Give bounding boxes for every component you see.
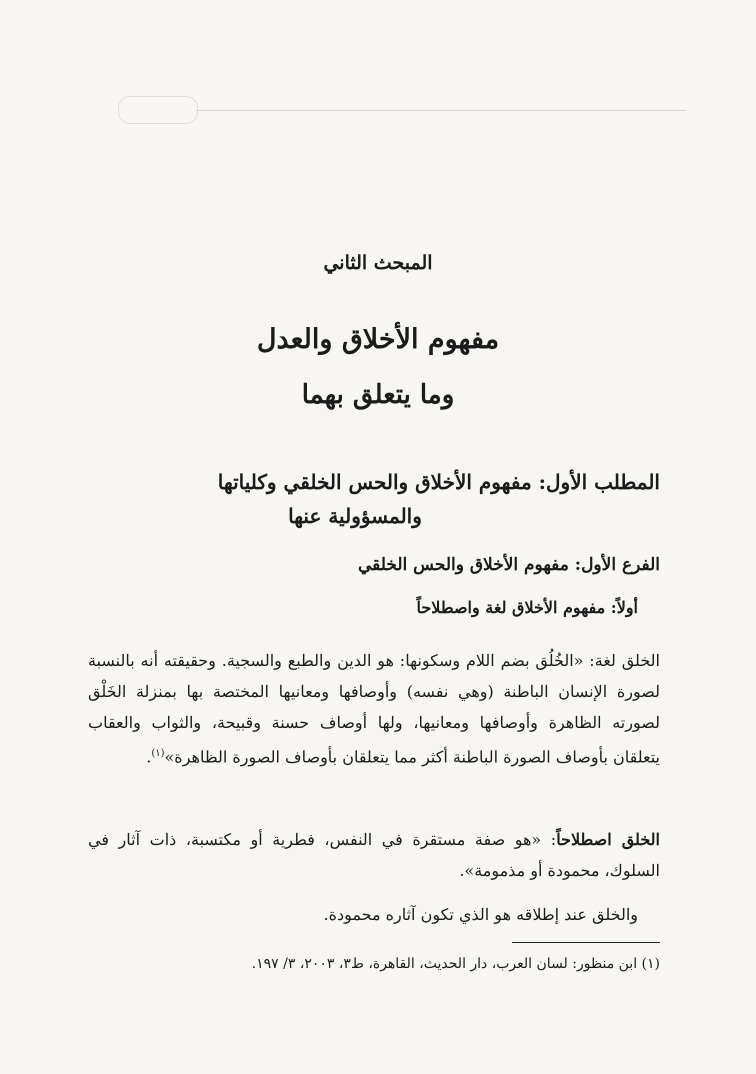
subsection-heading-line-2: والمسؤولية عنها (288, 504, 422, 528)
footnote: (١) ابن منظور: لسان العرب، دار الحديث، القاهرة، ط٣، ٢٠٠٣، ٣/ ١٩٧. (251, 956, 660, 972)
paragraph-2-text: : «هو صفة مستقرة في النفس، فطرية أو مكتسبة، ذات آثار في السلوك، محمودة أو مذمومة». (88, 830, 660, 880)
branch-heading: الفرع الأول: مفهوم الأخلاق والحس الخلقي (357, 555, 660, 575)
bleed-through-page-number-box (118, 96, 198, 124)
subsection-heading-line-1: المطلب الأول: مفهوم الأخلاق والحس الخلقي وكلياتها (217, 470, 660, 494)
main-title-line-1: مفهوم الأخلاق والعدل (256, 324, 500, 355)
paragraph-2-lead: الخلق اصطلاحاً (556, 830, 660, 849)
paragraph-linguistic-definition: الخلق لغة: «الخُلُق بضم اللام وسكونها: هو الدين والطبع والسجية. وحقيقته أنه بالنسبة لصورة الإنسان الباطنة (وهي نفسه) وأوصافها ومعانيها المختصة بها بمنزلة الخَلْق لصورته الظاهرة وأوصافها ومعانيها، ولها أوصاف حسنة وقبيحة، والثواب والعقاب يتعلقان بأوصاف الصورة الباطنة أكثر مما يتعلقان بأوصاف الصورة الظاهرة»$^{(١)}$. (88, 651, 660, 767)
paragraph-technical-definition (88, 824, 660, 886)
bleed-through-header-rule (196, 110, 686, 111)
footnote-reference: (١) (151, 748, 165, 759)
section-label: المبحث الثاني (323, 252, 433, 274)
main-title-line-2: وما يتعلق بهما (301, 380, 455, 410)
footnote-divider (512, 942, 660, 943)
paragraph-usage-note: والخلق عند إطلاقه هو الذي تكون آثاره محمودة. (323, 905, 638, 924)
paragraph-1-text: الخلق لغة: «الخُلُق بضم اللام وسكونها: هو الدين والطبع والسجية. وحقيقته أنه بالنسبة لصورة الإنسان الباطنة (وهي نفسه) وأوصافها ومعانيها المختصة بها بمنزلة الخَلْق لصورته الظاهرة وأوصافها ومعانيها، ولها أوصاف حسنة وقبيحة، والثواب والعقاب يتعلقان بأوصاف الصورة الباطنة أكثر مما يتعلقان بأوصاف الصورة الظاهرة» (88, 651, 660, 767)
first-heading: أولاً: مفهوم الأخلاق لغة واصطلاحاً (416, 598, 638, 617)
